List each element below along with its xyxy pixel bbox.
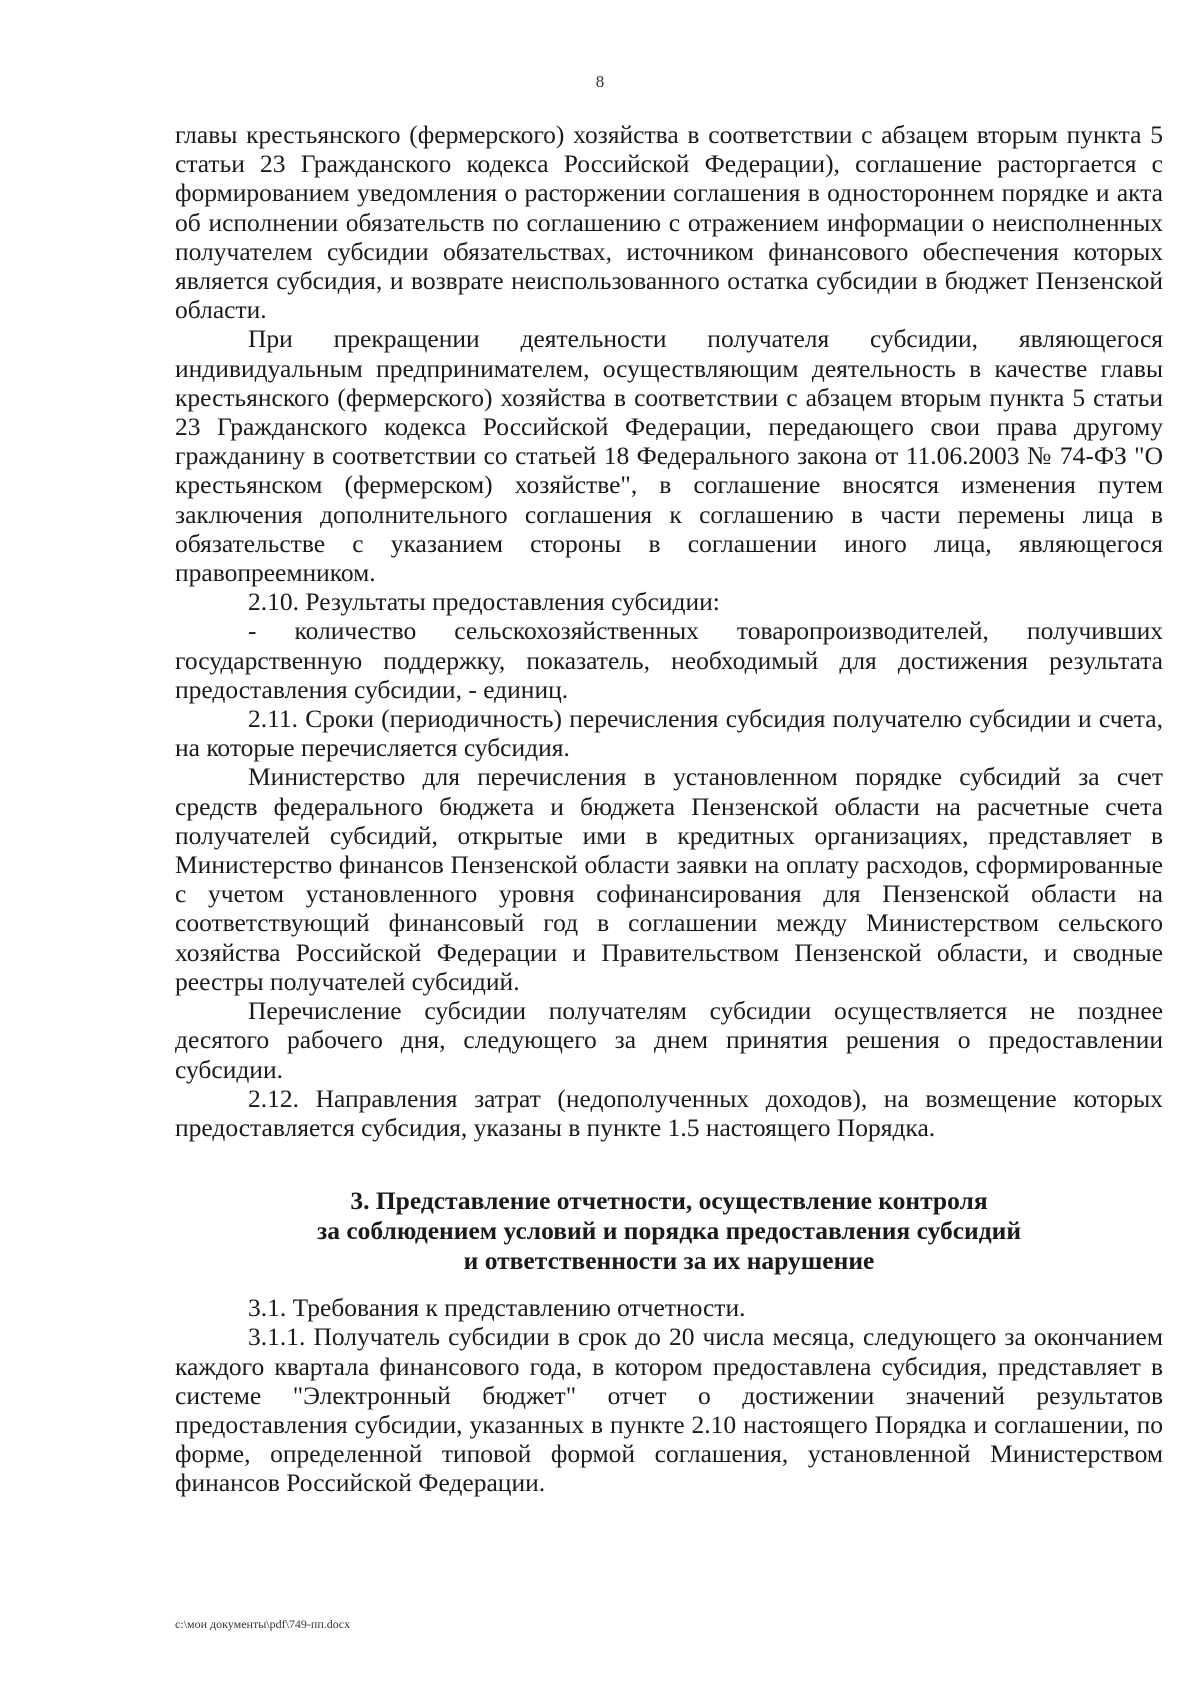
section-heading xyxy=(175,1186,1163,1276)
paragraph: 2.12. Направления затрат (недополученных доходов), на возмещение которых предоставляется субсидия, указаны в пункте 1.5 настоящего Порядка. xyxy=(175,1083,1163,1142)
paragraph: 3.1.1. Получатель субсидии в срок до 20 числа месяца, следующего за окончанием каждого квартала финансового года, в котором предоставлена субсидия, представляет в системе "Электронный бюджет" отчет о достижении значений результатов предоставления субсидии, указанных в пункте 2.10 настоящего Порядка и соглашении, по форме, определенной типовой формой соглашения, установленной Министерством финансов Российской Федерации. xyxy=(175,1322,1163,1498)
paragraph: 2.11. Сроки (периодичность) перечисления субсидия получателю субсидии и счета, на которые перечисляется субсидия. xyxy=(175,704,1163,763)
paragraph: 3.1. Требования к представлению отчетности. xyxy=(248,1293,746,1323)
document-body xyxy=(175,120,1163,1498)
paragraph: При прекращении деятельности получателя субсидии, являющегося индивидуальным предпринимателем, осуществляющим деятельность в качестве главы крестьянского (фермерского) хозяйства в соответствии с абзацем вторым пункта 5 статьи 23 Гражданского кодекса Российской Федерации, передающего свои права другому гражданину в соответствии со статьей 18 Федерального закона от 11.06.2003 № 74-ФЗ "О крестьянском (фермерском) хозяйстве", в соглашение вносятся изменения путем заключения дополнительного соглашения к соглашению в части перемены лица в обязательстве с указанием стороны в соглашении иного лица, являющегося правопреемником. xyxy=(175,324,1163,588)
section-heading-line: за соблюдением условий и порядка предоставления субсидий xyxy=(316,1216,1022,1246)
footer-file-path: c:\мои документы\pdf\749-пп.docx xyxy=(175,1617,351,1631)
paragraph: главы крестьянского (фермерского) хозяйства в соответствии с абзацем вторым пункта 5 статьи 23 Гражданского кодекса Российской Федерации), соглашение расторгается с формированием уведомления о расторжении соглашения в одностороннем порядке и акта об исполнении обязательств по соглашению с отражением информации о неисполненных получателем субсидии обязательствах, источником финансового обеспечения которых является субсидия, и возврате неиспользованного остатка субсидии в бюджет Пензенской области. xyxy=(175,120,1163,325)
paragraph: Перечисление субсидии получателям субсидии осуществляется не позднее десятого рабочего дня, следующего за днем принятия решения о предоставлении субсидии. xyxy=(175,996,1163,1084)
paragraph: 2.10. Результаты предоставления субсидии: xyxy=(248,587,720,617)
paragraph: Министерство для перечисления в установленном порядке субсидий за счет средств федерального бюджета и бюджета Пензенской области на расчетные счета получателей субсидий, открытые ими в кредитных организациях, представляет в Министерство финансов Пензенской области заявки на оплату расходов, сформированные с учетом установленного уровня софинансирования для Пензенской области на соответствующий финансовый год в соглашении между Министерством сельского хозяйства Российской Федерации и Правительством Пензенской области, и сводные реестры получателей субсидий. xyxy=(175,762,1163,996)
page-number: 8 xyxy=(595,72,605,91)
section-heading-line: 3. Представление отчетности, осуществление контроля xyxy=(350,1186,988,1216)
paragraph: - количество сельскохозяйственных товаропроизводителей, получивших государственную поддержку, показатель, необходимый для достижения результата предоставления субсидии, - единиц. xyxy=(175,616,1163,704)
section-heading-line: и ответственности за их нарушение xyxy=(463,1246,875,1276)
